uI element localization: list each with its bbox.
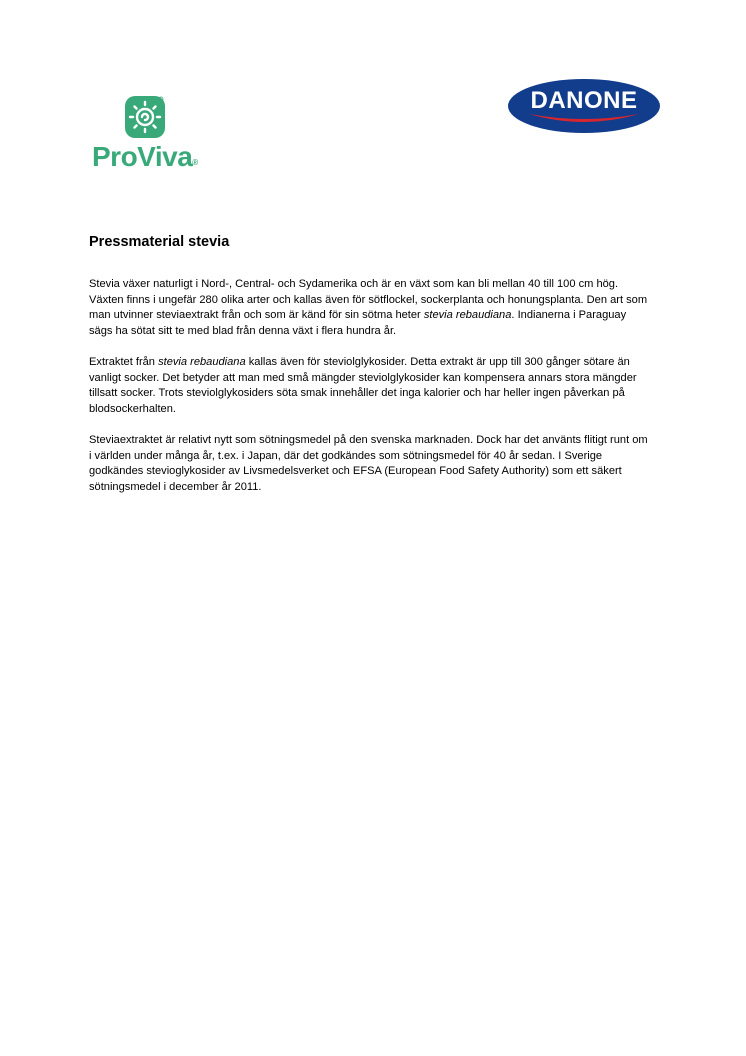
paragraph-3: Steviaextraktet är relativt nytt som sötningsmedel på den svenska marknaden. Dock har det använts flitigt runt om i världen under många år, t.ex. i Japan, där det godkändes som sötningsmedel för 40 år sedan. I Sverige godkändes stevioglykosider av Livsmedelsverket och EFSA (European Food Safety Authority) som ett säkert sötningsmedel i december år 2011. <box>89 433 648 493</box>
danone-wordmark: DANONE <box>530 87 638 114</box>
proviva-wordmark-text: ProViva <box>92 141 193 172</box>
paragraph-2-species: stevia rebaudiana <box>158 355 246 368</box>
paragraph-2 <box>89 355 649 417</box>
proviva-logo <box>92 94 204 178</box>
paragraph-1-species: stevia rebaudiana <box>423 309 512 322</box>
paragraph-1 <box>89 277 649 339</box>
paragraph-1-text-a: Stevia växer naturligt i Nord-, Central- och Sydamerika och är en växt som kan bli mellan 40 till 100 cm hög. Växten finns i ungefär 280 olika arter och kallas även för sötflockel, sockerplanta och honungsplanta. Den art som man utvinner steviaextrakt från och som är känd för sin sötma heter <box>89 278 648 322</box>
paragraph-2-text-a: Extraktet från <box>89 355 159 368</box>
danone-logo <box>507 78 661 134</box>
paragraph-2-text-b: kallas även för steviolglykosider. Detta extrakt är upp till 300 gånger sötare än vanligt socker. Det betyder att man med små mängder steviolglykosider kan kompensera annars stora mängder tillsatt socker. Trots steviolglykosiders söta smak innehåller det inga kalorier och har heller ingen påverkan på blodsockerhalten. <box>89 355 637 415</box>
paragraph-1-text-b: . Indianerna i Paraguay sägs ha sötat sitt te med blad från denna växt i flera hundra år. <box>89 309 627 337</box>
proviva-registered-mark: ® <box>192 158 198 167</box>
proviva-sun-icon <box>123 94 167 140</box>
document-body <box>89 277 649 511</box>
page-title: Pressmaterial stevia <box>89 234 230 250</box>
proviva-wordmark <box>92 140 198 174</box>
